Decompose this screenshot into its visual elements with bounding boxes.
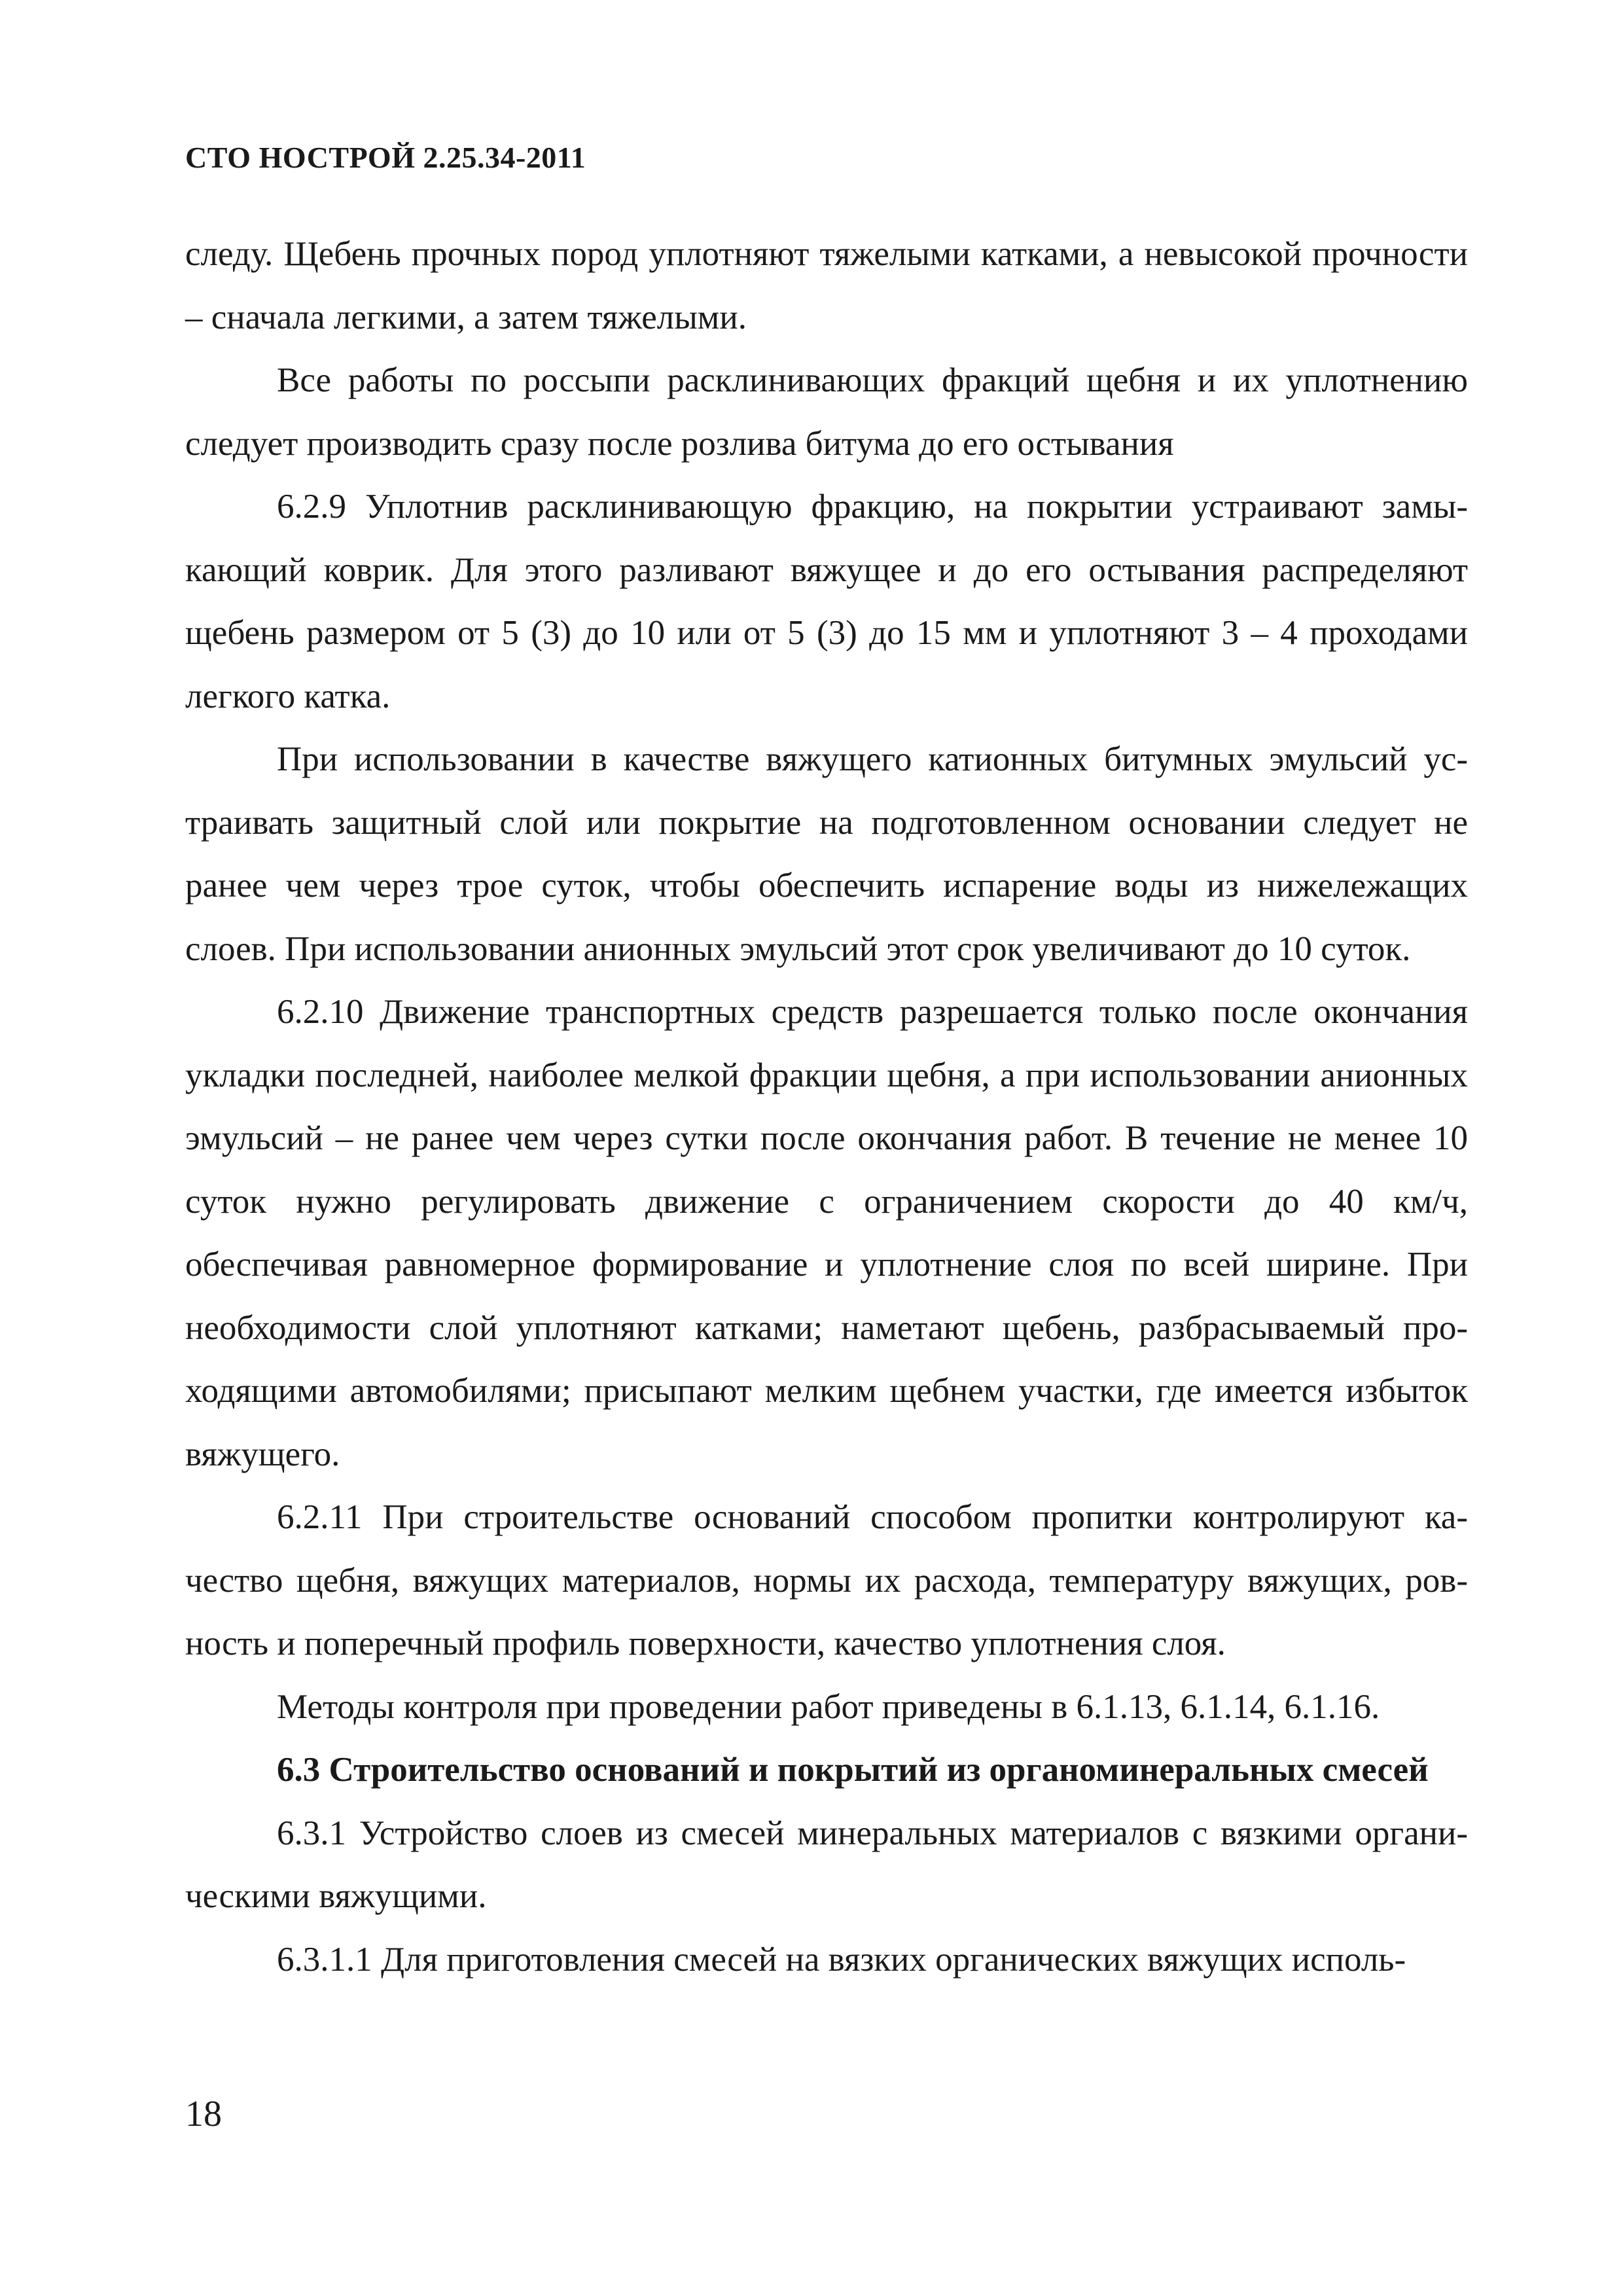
section-heading-6-3: 6.3 Строительство оснований и покрытий из органоминеральных смесей: [277, 1751, 1429, 1789]
paragraph: Все работы по россыпи расклинивающих фракций щебня и их уплотнению следует производить сразу после розлива битума до его остывания: [185, 361, 1468, 463]
paragraph-6-2-11: 6.2.11 При строительстве оснований способом пропитки контролируют качество щебня, вяжущих материалов, нормы их расхода, температуру вяжущих, ровность и поперечный профиль поверхности, качество уплотнения слоя.: [185, 1498, 1468, 1662]
paragraph-continuation: следу. Щебень прочных пород уплотняют тяжелыми катками, а невысокой прочности – сначала легкими, а затем тяжелыми.: [185, 235, 1468, 336]
paragraph-6-2-10: 6.2.10 Движение транспортных средств разрешается только после окончания укладки последней, наиболее мелкой фракции щебня, а при использовании анионных эмульсий – не ранее чем через сутки после окончания работ. В течение не менее 10 суток нужно регулировать движение с ограничением скорости до 40 км/ч, обеспечивая равномерное формирование и уплотнение слоя по всей ширине. При необходимости слой уплотняют катками; наметают щебень, разбрасываемый проходящими автомобилями; присыпают мелким щебнем участки, где имеется избыток вяжущего.: [185, 993, 1468, 1473]
document-body: [185, 223, 1468, 1991]
document-header: СТО НОСТРОЙ 2.25.34-2011: [185, 141, 586, 174]
paragraph-6-3-1-1: 6.3.1.1 Для приготовления смесей на вязких органических вяжущих исполь-: [277, 1940, 1406, 1979]
page-number: 18: [185, 2094, 222, 2134]
paragraph-6-3-1: 6.3.1 Устройство слоев из смесей минеральных материалов с вязкими органическими вяжущими.: [185, 1814, 1468, 1915]
paragraph-6-2-9: 6.2.9 Уплотнив расклинивающую фракцию, на покрытии устраивают замыкающий коврик. Для этого разливают вяжущее и до его остывания распределяют щебень размером от 5 (3) до 10 или от 5 (3) до 15 мм и уплотняют 3 – 4 проходами легкого катка.: [185, 488, 1468, 715]
paragraph: При использовании в качестве вяжущего катионных битумных эмульсий устраивать защитный слой или покрытие на подготовленном основании следует не ранее чем через трое суток, чтобы обеспечить испарение воды из нижележащих слоев. При использовании анионных эмульсий этот срок увеличивают до 10 суток.: [185, 740, 1468, 968]
paragraph: Методы контроля при проведении работ приведены в 6.1.13, 6.1.14, 6.1.16.: [277, 1687, 1380, 1726]
